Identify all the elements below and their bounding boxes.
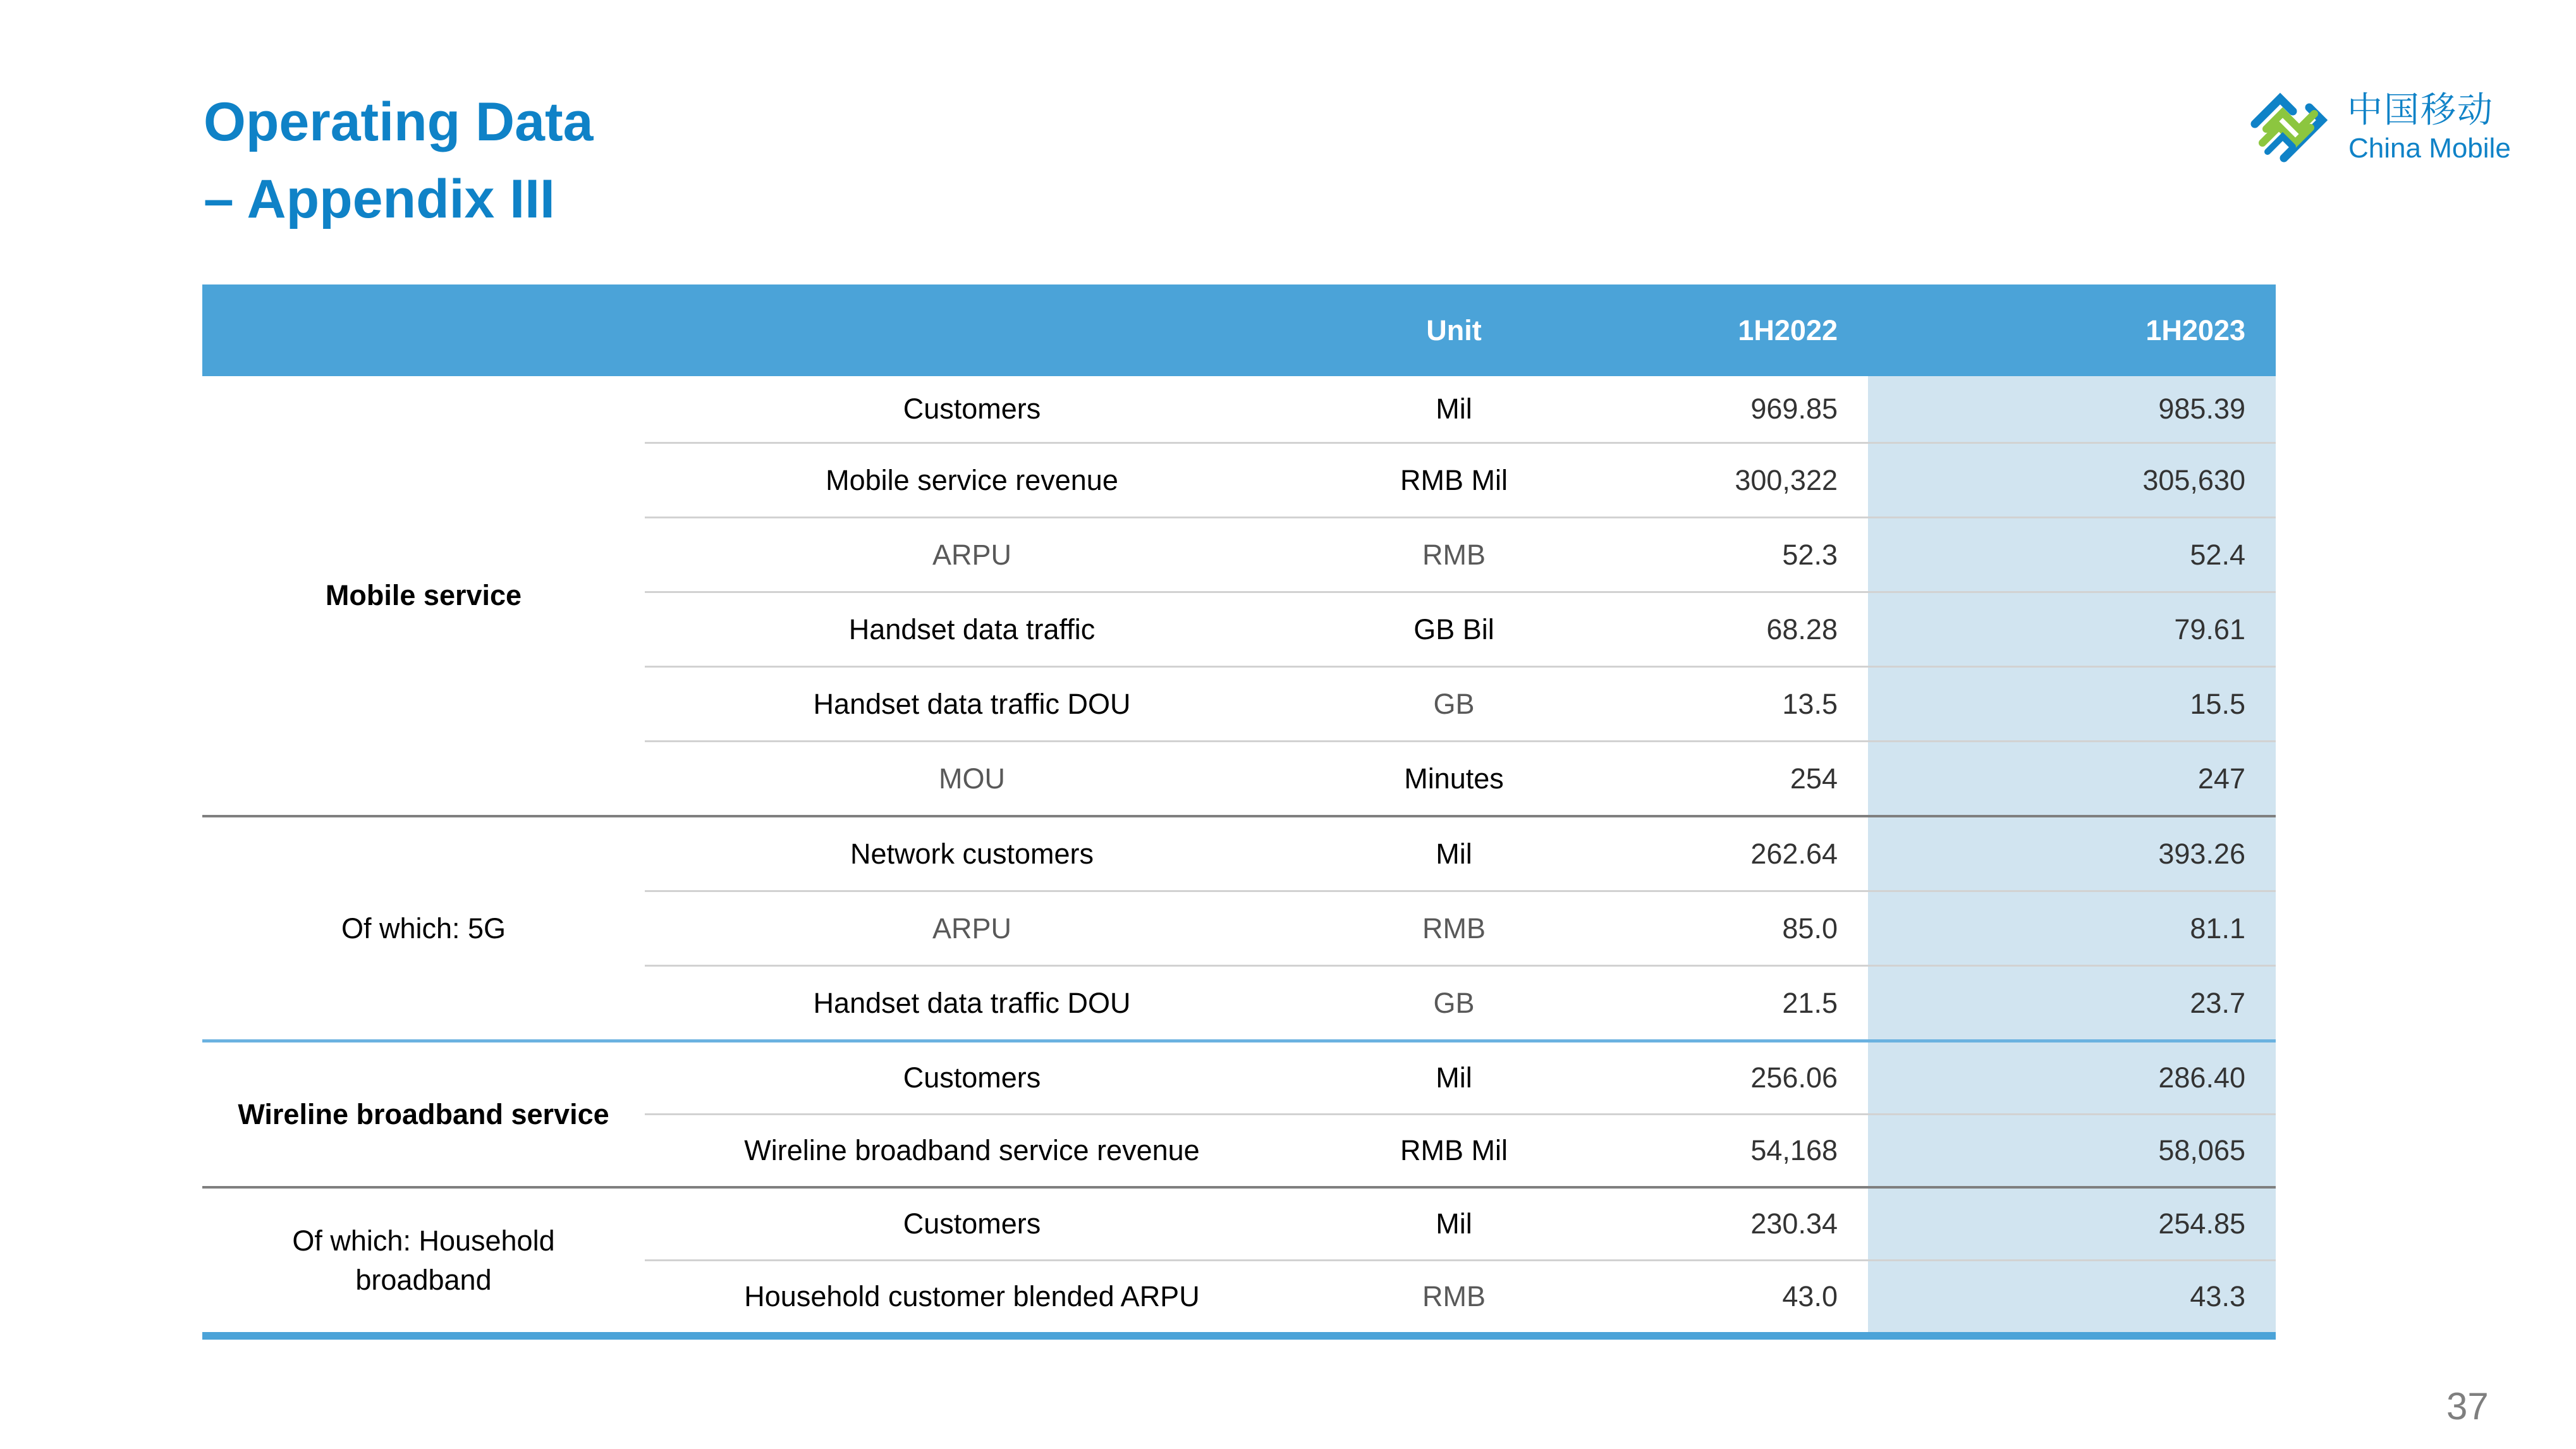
metric-label: Customers: [903, 1061, 1041, 1094]
group-household-broadband: [202, 1187, 2276, 1336]
group-label: Of which: 5G: [341, 912, 506, 945]
group-label: [202, 1187, 645, 1336]
page-title-line-2: – Appendix III: [204, 169, 555, 229]
value-1h2023: 15.5: [1868, 667, 2276, 742]
logo-chinese-text: 中国移动: [2347, 90, 2494, 131]
table-row: [202, 376, 2276, 443]
metric-label: ARPU: [645, 518, 1299, 592]
value-1h2023: 58,065: [1868, 1115, 2276, 1188]
unit-cell: RMB: [1299, 891, 1609, 966]
value-1h2022: 256.06: [1750, 1061, 1838, 1094]
metric-label: Customers: [903, 1208, 1041, 1240]
page-title-line-1: Operating Data: [204, 92, 594, 152]
china-mobile-logo-icon: [2247, 87, 2329, 169]
unit-cell: Mil: [1436, 837, 1472, 870]
value-1h2022: 21.5: [1609, 966, 1868, 1041]
page-number: 37: [2446, 1385, 2489, 1428]
value-1h2023: 81.1: [1868, 891, 2276, 966]
unit-cell: GB: [1299, 667, 1609, 742]
unit-cell: Mil: [1436, 1208, 1472, 1240]
group-5g: [202, 816, 2276, 1041]
value-1h2022: 85.0: [1609, 891, 1868, 966]
unit-cell: RMB Mil: [1299, 443, 1609, 518]
metric-label: Handset data traffic: [645, 592, 1299, 667]
logo-english-text: China Mobile: [2348, 133, 2511, 164]
group-label: Mobile service: [325, 579, 522, 611]
value-1h2022: 300,322: [1609, 443, 1868, 518]
group-wireline-broadband: [202, 1041, 2276, 1188]
metric-label: Handset data traffic DOU: [645, 966, 1299, 1041]
metric-label: ARPU: [645, 891, 1299, 966]
header-1h2022: 1H2022: [1609, 284, 1868, 376]
value-1h2022: 43.0: [1609, 1261, 1868, 1336]
value-1h2022: 230.34: [1750, 1208, 1838, 1240]
value-1h2022: 52.3: [1609, 518, 1868, 592]
metric-label: Handset data traffic DOU: [645, 667, 1299, 742]
value-1h2023: 247: [1868, 742, 2276, 817]
metric-label: Mobile service revenue: [645, 443, 1299, 518]
header-unit: Unit: [1299, 284, 1609, 376]
header-group-cell: [202, 284, 645, 376]
value-1h2023: 985.39: [1868, 376, 2276, 443]
header-1h2023: 1H2023: [1868, 284, 2276, 376]
group-label: Wireline broadband service: [238, 1097, 609, 1130]
value-1h2022: 262.64: [1750, 837, 1838, 870]
value-1h2023: 254.85: [1868, 1187, 2276, 1261]
metric-label: Wireline broadband service revenue: [645, 1115, 1299, 1188]
value-1h2022: 13.5: [1609, 667, 1868, 742]
value-1h2022: 254: [1609, 742, 1868, 817]
value-1h2022: 969.85: [1750, 393, 1838, 425]
table-row: [202, 1187, 2276, 1261]
page-title: [204, 83, 593, 238]
table-row: [202, 816, 2276, 891]
value-1h2023: 52.4: [1868, 518, 2276, 592]
unit-cell: RMB Mil: [1299, 1115, 1609, 1188]
value-1h2023: 286.40: [1868, 1041, 2276, 1115]
metric-label: MOU: [645, 742, 1299, 817]
value-1h2023: 23.7: [1868, 966, 2276, 1041]
unit-cell: RMB: [1299, 1261, 1609, 1336]
value-1h2023: 43.3: [1868, 1261, 2276, 1336]
unit-cell: Mil: [1436, 393, 1472, 425]
value-1h2022: 54,168: [1609, 1115, 1868, 1188]
operating-data-table: [202, 284, 2276, 1340]
value-1h2022: 68.28: [1609, 592, 1868, 667]
value-1h2023: 393.26: [1868, 816, 2276, 891]
unit-cell: GB: [1299, 966, 1609, 1041]
unit-cell: Minutes: [1299, 742, 1609, 817]
header-metric-cell: [645, 284, 1299, 376]
unit-cell: GB Bil: [1299, 592, 1609, 667]
china-mobile-logo: [2247, 82, 2513, 177]
metric-label: Network customers: [850, 837, 1094, 870]
unit-cell: Mil: [1436, 1061, 1472, 1094]
table-row: [202, 1041, 2276, 1115]
value-1h2023: 79.61: [1868, 592, 2276, 667]
group-label-line-2: broadband: [355, 1263, 492, 1296]
group-mobile-service: [202, 376, 2276, 816]
metric-label: Household customer blended ARPU: [645, 1261, 1299, 1336]
table-header-row: [202, 284, 2276, 376]
metric-label: Customers: [903, 393, 1041, 425]
value-1h2023: 305,630: [1868, 443, 2276, 518]
group-label-line-1: Of which: Household: [292, 1224, 555, 1257]
unit-cell: RMB: [1299, 518, 1609, 592]
